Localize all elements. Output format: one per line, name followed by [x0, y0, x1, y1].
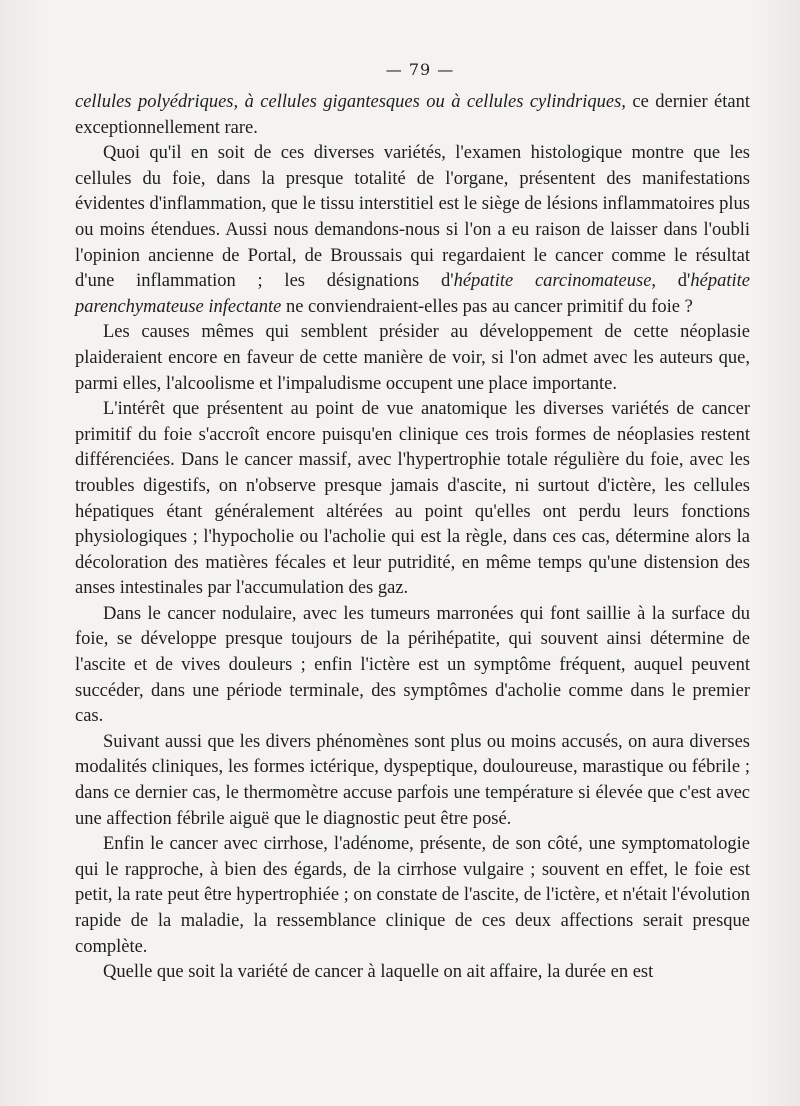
- text-segment: ce dernier étant exceptionnellement rare.: [75, 92, 751, 138]
- paragraph: [75, 90, 750, 141]
- paragraph: [75, 602, 750, 730]
- italic-text-segment: hépatite parenchymateuse infectante: [75, 271, 750, 317]
- italic-text-segment: cellules polyédriques, à cellules gigantesques ou à cellules cylindriques,: [75, 92, 626, 112]
- paragraph: [75, 397, 750, 602]
- paragraph: [75, 730, 750, 832]
- text-segment: , d': [651, 271, 691, 292]
- page-number: — 79 —: [385, 60, 455, 79]
- text-segment: Dans le cancer nodulaire, avec les tumeurs marronées qui font saillie à la surface du foie, se développe presque toujours de la périhépatite, qui souvent ainsi détermine de l'ascite et de vives douleurs ; enfin l'ictère est un symptôme fréquent, auquel peuvent succéder, dans une période terminale, des symptômes d'acholie comme dans le premier cas.: [75, 603, 750, 727]
- text-segment: Quelle que soit la variété de cancer à laquelle on ait affaire, la durée en est: [103, 962, 654, 983]
- text-segment: Quoi qu'il en soit de ces diverses variétés, l'examen histologique montre que les cellules du foie, dans la presque totalité de l'organe, présentent des manifestations évidentes d'inflammation, que le tissu interstitiel est le siège de lésions inflammatoires plus ou moins étendues. Aussi nous demandons-nous si l'on a eu raison de laisser dans l'oubli l'opinion ancienne de Portal, de Broussais qui regardaient le cancer comme le résultat d'une inflammation ; les désignations d': [75, 143, 750, 292]
- paragraph: [75, 320, 750, 397]
- paragraph: [75, 960, 750, 986]
- body-text: [75, 90, 750, 986]
- paragraph: [75, 832, 750, 960]
- italic-text-segment: hépatite carcinomateuse: [453, 271, 652, 292]
- paragraph: [75, 141, 750, 320]
- text-segment: Suivant aussi que les divers phénomènes sont plus ou moins accusés, on aura diverses modalités cliniques, les formes ictérique, dyspeptique, douloureuse, marastique ou fébrile ; dans ce dernier cas, le thermomètre accuse parfois une température si élevée que c'est avec une affection fébrile aiguë que le diagnostic peut être posé.: [75, 731, 750, 829]
- text-segment: L'intérêt que présentent au point de vue anatomique les diverses variétés de cancer primitif du foie s'accroît encore puisqu'en clinique ces trois formes de néoplasies restent différenciées. Dans le cancer massif, avec l'hypertrophie totale régulière du foie, avec les troubles digestifs, on n'observe presque jamais d'ascite, ni surtout d'ictère, les cellules hépatiques étant généralement altérées au point qu'elles ont perdu leurs fonctions physiologiques ; l'hypocholie ou l'acholie qui est la règle, dans ces cas, détermine alors la décoloration des matières fécales et leur putridité, en même temps qu'une distension des anses intestinales par l'accumulation des gaz.: [75, 399, 750, 599]
- text-segment: ne conviendraient-elles pas au cancer primitif du foie ?: [281, 296, 693, 317]
- text-segment: Enfin le cancer avec cirrhose, l'adénome, présente, de son côté, une symptomatologie qui le rapproche, à bien des égards, de la cirrhose vulgaire ; souvent en effet, le foie est petit, la rate peut être hypertrophiée ; on constate de l'ascite, de l'ictère, et n'était l'évolution rapide de la maladie, la ressemblance clinique de ces deux affections serait presque complète.: [75, 834, 750, 957]
- text-segment: Les causes mêmes qui semblent présider au développement de cette néoplasie plaideraient encore en faveur de cette manière de voir, si l'on admet avec les auteurs que, parmi elles, l'alcoolisme et l'impaludisme occupent une place importante.: [75, 322, 750, 394]
